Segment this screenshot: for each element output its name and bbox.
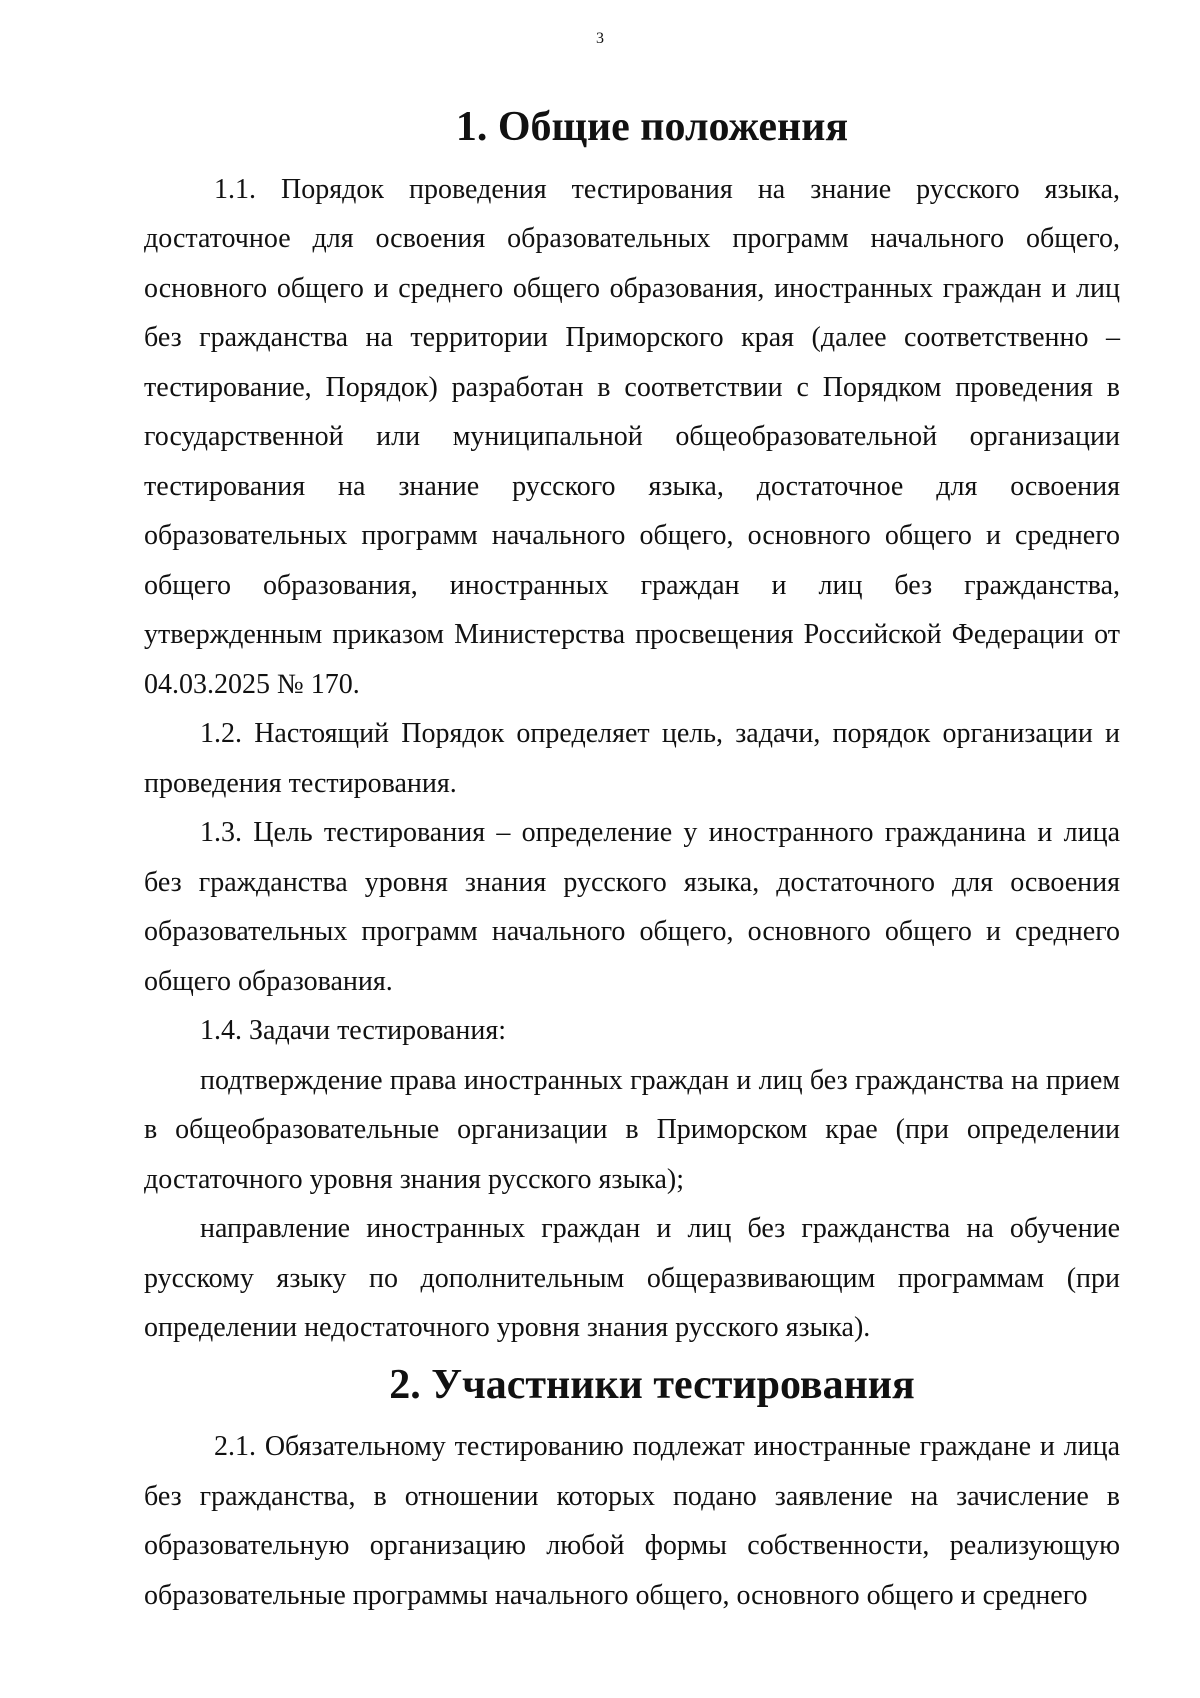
document-body — [144, 103, 1120, 1620]
paragraph-1-4: 1.4. Задачи тестирования: — [200, 1015, 506, 1046]
paragraph-1-3: 1.3. Цель тестирования – определение у иностранного гражданина и лица без гражданства уровня знания русского языка, достаточного для освоения образовательных программ начального общего, основного общего и среднего общего образования. — [144, 817, 1120, 997]
paragraph-task-referral: направление иностранных граждан и лиц без гражданства на обучение русскому языку по дополнительным общеразвивающим программам (при определении недостаточного уровня знания русского языка). — [144, 1213, 1120, 1343]
paragraph-2-1: 2.1. Обязательному тестированию подлежат иностранные граждане и лица без гражданства, в отношении которых подано заявление на зачисление в образовательную организацию любой формы собственности, реализующую образовательные программы начального общего, основного общего и среднего — [144, 1431, 1120, 1611]
paragraph-task-confirmation: подтверждение права иностранных граждан и лиц без гражданства на прием в общеобразовательные организации в Приморском крае (при определении достаточного уровня знания русского языка); — [144, 1064, 1120, 1195]
section-heading-participants: 2. Участники тестирования — [389, 1361, 915, 1408]
page-number: 3 — [596, 30, 604, 47]
paragraph-1-2: 1.2. Настоящий Порядок определяет цель, задачи, порядок организации и проведения тестирования. — [144, 718, 1120, 799]
paragraph-1-1: 1.1. Порядок проведения тестирования на знание русского языка, достаточное для освоения образовательных программ начального общего, основного общего и среднего общего образования, иностранных граждан и лиц без гражданства на территории Приморского края (далее соответственно – тестирование, Порядок) разработан в соответствии с Порядком проведения в государственной или муниципальной общеобразовательной организации тестирования на знание русского языка, достаточное для освоения образовательных программ начального общего, основного общего и среднего общего образования, иностранных граждан и лиц без гражданства, утвержденным приказом Министерства просвещения Российской Федерации от 04.03.2025 № 170. — [144, 173, 1120, 700]
section-heading-general-provisions: 1. Общие положения — [455, 104, 849, 150]
